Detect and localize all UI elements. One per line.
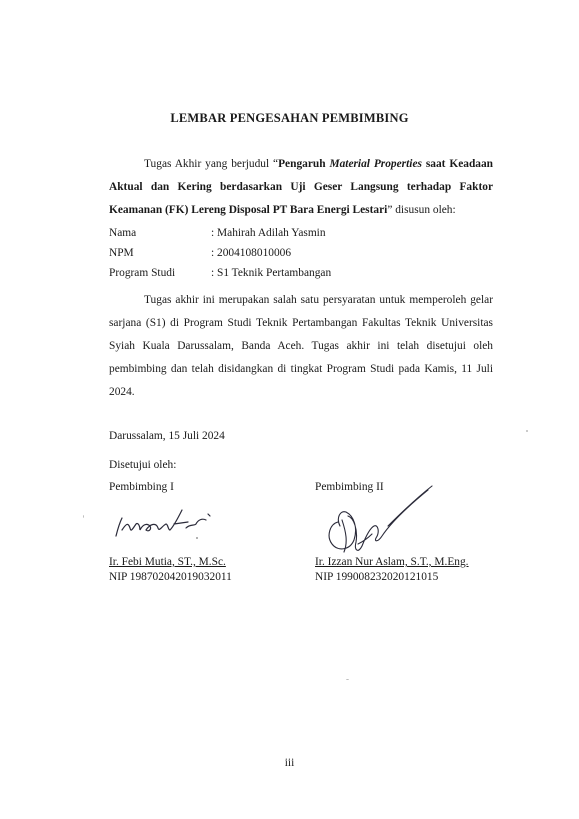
supervisor1-nip: NIP 198702042019032011 [109, 571, 232, 583]
supervisor2-label: Pembimbing II [315, 481, 384, 493]
supervisor2-nip: NIP 199008232020121015 [315, 571, 439, 583]
statement-intro: Tugas Akhir yang berjudul “ [144, 158, 279, 170]
supervisor1-signature [112, 500, 222, 550]
student-name-label: Nama [109, 227, 137, 239]
scan-speck [526, 430, 528, 432]
student-npm-label: NPM [109, 247, 134, 259]
approval-paragraph: Tugas akhir ini merupakan salah satu persyaratan untuk memperoleh gelar sarjana (S1) di Program Studi Teknik Pertambangan Fakultas Teknik Universitas Syiah Kuala Darussalam, Banda Aceh. Tugas akhir ini telah disetujui oleh pembimbing dan telah disidangkan di tingkat Program Studi pada Kamis, 11 Juli 2024. [109, 294, 493, 398]
scan-speck [346, 679, 349, 680]
student-npm-value: : 2004108010006 [211, 247, 292, 259]
student-program-value: : S1 Teknik Pertambangan [211, 267, 332, 279]
student-name-row [109, 223, 331, 243]
student-program-row [109, 263, 331, 283]
thesis-title-italic: Material Properties [329, 158, 422, 170]
supervisor2-name: Ir. Izzan Nur Aslam, S.T., M.Eng. [315, 556, 469, 568]
thesis-title-part-2: saat Keadaan Aktual dan Kering berdasarkan Uji Geser Langsung terhadap Faktor Keamanan (FK) Lereng Disposal PT Bara Energi Lestari [109, 158, 494, 216]
student-program-label: Program Studi [109, 267, 176, 279]
supervisor1-name: Ir. Febi Mutia, ST., M.Sc. [109, 556, 226, 568]
scan-speck [83, 515, 84, 518]
approved-by-label: Disetujui oleh: [109, 459, 177, 471]
approval-statement [109, 153, 493, 222]
place-date: Darussalam, 15 Juli 2024 [109, 430, 225, 442]
student-name-value: : Mahirah Adilah Yasmin [211, 227, 326, 239]
page-title: LEMBAR PENGESAHAN PEMBIMBING [170, 111, 409, 125]
student-npm-row [109, 243, 331, 263]
supervisor1-label: Pembimbing I [109, 481, 174, 493]
page-number: iii [284, 757, 295, 769]
supervisor2-signature [318, 482, 438, 562]
student-info [109, 223, 331, 283]
statement-outro: ” disusun oleh: [387, 204, 456, 216]
thesis-title-part-1: Pengaruh [278, 158, 330, 170]
